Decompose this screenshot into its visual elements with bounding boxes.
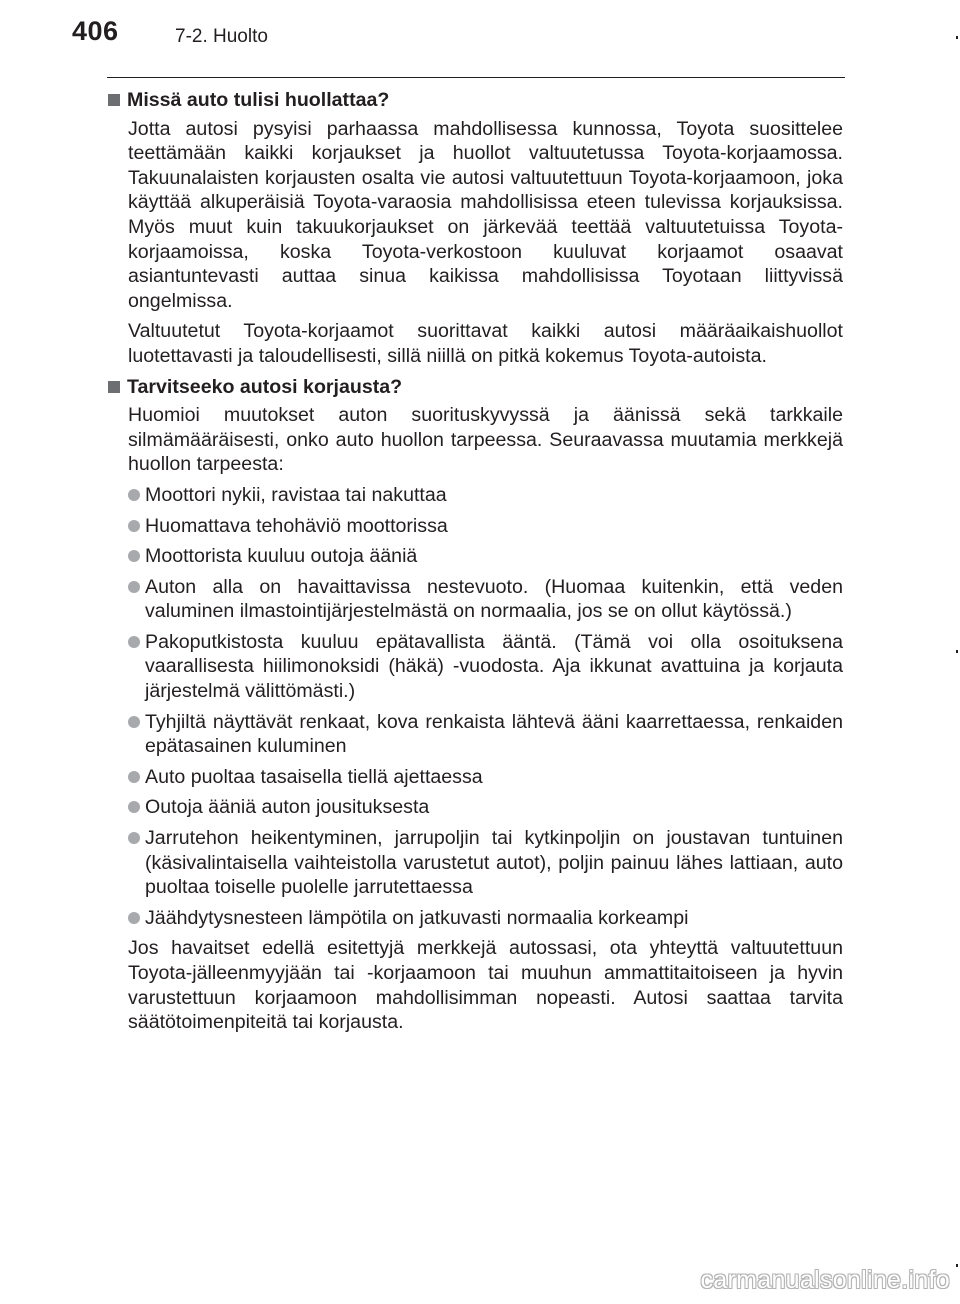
list-item-text: Jarrutehon heikentyminen, jarrupoljin tai kytkinpoljin on joustavan tuntuinen (käsivalintaisella vaihteistolla varustetut autot), poljin painuu lähes lattiaan, auto puoltaa toiselle puolelle jarrutettaessa <box>145 827 843 899</box>
round-bullet-icon <box>128 771 140 783</box>
list-item-text: Pakoputkistosta kuuluu epätavallista ääntä. (Tämä voi olla osoituksena vaarallisesta hiilimonoksidi (häkä) -vuodosta. Aja ikkunat avattuina ja korjauta järjestelmä välittömästi.) <box>145 630 843 703</box>
paragraph-closing: Jos havaitset edellä esitettyjä merkkejä autossasi, ota yhteyttä valtuutettuun Toyota-jälleenmyyjään tai -korjaamoon tai muuhun ammattitaitoiseen ja hyvin varustettuun korjaamoon mahdollisimman nopeasti. Autosi saattaa tarvita säätötoimenpiteitä tai korjausta. <box>128 937 843 1034</box>
list-item <box>128 544 843 569</box>
list-item-text: Moottori nykii, ravistaa tai nakuttaa <box>145 483 447 506</box>
round-bullet-icon <box>128 520 140 532</box>
symptom-list <box>128 483 843 931</box>
round-bullet-icon <box>128 636 140 648</box>
paragraph: Jotta autosi pysyisi parhaassa mahdollisessa kunnossa, Toyota suosittelee teettämään kaikki korjaukset ja huollot valtuutetussa Toyota-korjaamossa. Takuunalaisten korjausten osalta vie autosi valtuutettuun Toyota-korjaamoon, joka käyttää alkuperäisiä Toyota-varaosia mahdollisissa eteen tulevissa korjauksissa. Myös muut kuin takuukorjaukset on järkevää teettää valtuutetuissa Toyota-korjaamoissa, koska Toyota-verkostoon kuuluvat korjaamot osaavat asiantuntevasti auttaa sinua kaikissa mahdollisissa Toyotaan liittyvissä ongelmissa. <box>128 117 843 312</box>
section-title: 7-2. Huolto <box>175 26 268 47</box>
round-bullet-icon <box>128 581 140 593</box>
crop-mark <box>956 650 958 653</box>
list-item-text: Tyhjiltä näyttävät renkaat, kova renkaista lähtevä ääni kaarrettaessa, renkaiden epätasainen kuluminen <box>145 710 843 758</box>
list-item <box>128 765 843 790</box>
section-heading-text: Missä auto tulisi huollattaa? <box>127 89 390 111</box>
section-heading-needs-repair <box>107 375 843 400</box>
list-item-text: Moottorista kuuluu outoja ääniä <box>145 545 418 568</box>
list-item-text: Auto puoltaa tasaisella tiellä ajettaessa <box>145 765 483 788</box>
list-item <box>128 795 843 820</box>
list-item-text: Outoja ääniä auton jousituksesta <box>145 796 430 819</box>
header-divider <box>107 77 845 78</box>
crop-mark <box>956 36 958 39</box>
paragraph: Huomioi muutokset auton suorituskyvyssä ja äänissä sekä tarkkaile silmämääräisesti, onko auto huollon tarpeessa. Seuraavassa muutamia merkkejä huollon tarpeesta: <box>128 404 843 476</box>
watermark[interactable]: carmanualsonline.info <box>700 1266 950 1294</box>
list-item <box>128 710 843 759</box>
list-item-text: Huomattava tehohäviö moottorissa <box>145 514 448 537</box>
page-number: 406 <box>72 16 119 46</box>
list-item <box>128 514 843 539</box>
section-heading-where-to-service <box>107 88 843 113</box>
list-item <box>128 575 843 624</box>
page-content <box>107 88 843 1035</box>
list-item <box>128 630 843 704</box>
list-item-text: Jäähdytysnesteen lämpötila on jatkuvasti normaalia korkeampi <box>145 906 689 929</box>
round-bullet-icon <box>128 716 140 728</box>
list-item <box>128 826 843 900</box>
crop-mark <box>956 1264 958 1267</box>
square-bullet-icon <box>108 381 120 393</box>
round-bullet-icon <box>128 489 140 501</box>
list-item <box>128 483 843 508</box>
round-bullet-icon <box>128 832 140 844</box>
paragraph: Valtuutetut Toyota-korjaamot suorittavat kaikki autosi määräaikaishuollot luotettavasti ja taloudellisesti, sillä niillä on pitkä kokemus Toyota-autoista. <box>128 320 843 367</box>
round-bullet-icon <box>128 801 140 813</box>
square-bullet-icon <box>108 94 120 106</box>
round-bullet-icon <box>128 912 140 924</box>
round-bullet-icon <box>128 550 140 562</box>
section-heading-text: Tarvitseeko autosi korjausta? <box>127 375 403 398</box>
page-header <box>0 0 960 60</box>
list-item-text: Auton alla on havaittavissa nestevuoto. (Huomaa kuitenkin, että veden valuminen ilmastointijärjestelmästä on normaalia, jos se on ollut käytössä.) <box>145 575 843 623</box>
list-item <box>128 906 843 931</box>
